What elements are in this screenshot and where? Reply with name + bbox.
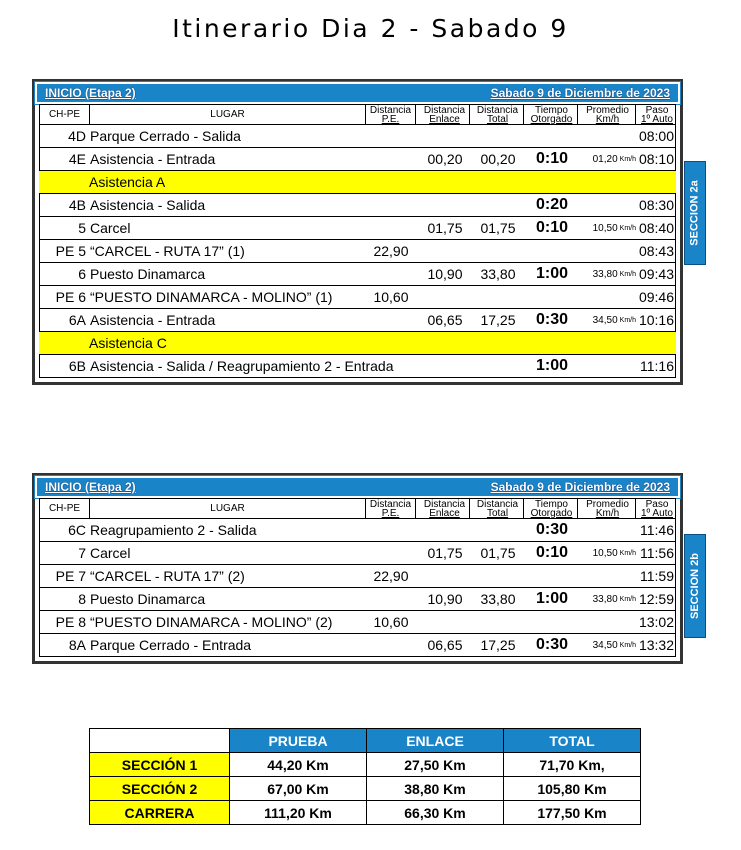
col-distancia-enlace [420, 499, 470, 518]
col-distancia-total [472, 499, 524, 518]
itinerary-row [39, 634, 676, 657]
page-title: Itinerario Dia 2 - Sabado 9 [172, 14, 569, 43]
distance-pe: 22,90 [373, 243, 409, 259]
time-allowed: 1:00 [535, 265, 569, 282]
summary-enlace: 27,50 Km [367, 753, 504, 777]
control-point: 4D [68, 128, 86, 144]
average-value: 01,20 [592, 153, 618, 165]
col-paso [636, 105, 678, 124]
distance-total: 33,80 [480, 266, 516, 282]
distance-total: 17,25 [480, 312, 516, 328]
place-name: “CARCEL - RUTA 17” (2) [90, 568, 245, 584]
itinerary-row [39, 240, 676, 263]
summary-header-enlace: ENLACE [367, 729, 504, 753]
distance-total: 01,75 [480, 545, 516, 561]
summary-total: 177,50 Km [504, 801, 641, 825]
average-speed [580, 309, 636, 331]
distance-enlace: 10,90 [427, 591, 463, 607]
first-car-time: 08:00 [638, 128, 674, 144]
date-label: Sabado 9 de Diciembre de 2023 [490, 86, 670, 100]
itinerary-row [39, 542, 676, 565]
col-distancia-pe-line1: Distancia [369, 498, 412, 510]
service-row [39, 171, 676, 194]
control-point: PE 7 [55, 568, 86, 584]
summary-prueba: 44,20 Km [230, 753, 367, 777]
time-allowed: 1:00 [535, 357, 569, 374]
summary-row-label: SECCIÓN 1 [90, 753, 230, 777]
section-2b-label: SECCION 2b [689, 552, 702, 620]
itinerary-row [39, 519, 676, 542]
place-name: Asistencia - Entrada [90, 151, 216, 167]
average-speed [580, 148, 636, 170]
control-point: 8 [78, 591, 86, 607]
panel-bottom-spacer [35, 657, 680, 661]
panel-header [35, 82, 680, 104]
col-paso-line2: 1º Auto [640, 113, 673, 125]
distance-summary-table [89, 728, 641, 825]
summary-row [90, 777, 641, 801]
distance-total: 00,20 [480, 151, 516, 167]
distance-total: 33,80 [480, 591, 516, 607]
stage-label: INICIO (Etapa 2) [45, 480, 136, 494]
col-tiempo-otorgado-line1: Tiempo [535, 498, 568, 510]
first-car-time: 08:30 [638, 197, 674, 213]
average-speed [580, 263, 636, 285]
distance-pe: 22,90 [373, 568, 409, 584]
kmh-unit: Km/h [619, 270, 636, 278]
control-point: PE 8 [55, 614, 86, 630]
summary-header-row [90, 729, 641, 753]
control-point: 6C [68, 522, 86, 538]
col-distancia-pe-line1: Distancia [369, 104, 412, 116]
average-speed [580, 588, 636, 610]
time-allowed: 0:20 [535, 196, 569, 213]
summary-enlace: 38,80 Km [367, 777, 504, 801]
col-distancia-pe [366, 105, 416, 124]
col-ch-pe: CH-PE [40, 499, 90, 518]
summary-row [90, 753, 641, 777]
col-lugar: LUGAR [90, 499, 366, 518]
first-car-time: 11:59 [640, 568, 674, 584]
col-distancia-enlace-line1: Distancia [423, 498, 466, 510]
summary-enlace: 66,30 Km [367, 801, 504, 825]
kmh-unit: Km/h [619, 155, 636, 163]
itinerary-row [39, 565, 676, 588]
itinerary-panel-section-2a [32, 79, 683, 385]
place-name: Puesto Dinamarca [90, 591, 206, 607]
time-allowed: 0:10 [535, 544, 569, 561]
average-value: 34,50 [592, 639, 618, 651]
time-allowed: 0:30 [535, 636, 569, 653]
time-allowed: 1:00 [535, 590, 569, 607]
itinerary-row [39, 611, 676, 634]
first-car-time: 13:02 [638, 614, 674, 630]
col-distancia-pe-line2: P.E. [381, 113, 400, 125]
column-header-row [39, 498, 676, 519]
summary-header-total: TOTAL [504, 729, 641, 753]
col-distancia-total-line1: Distancia [476, 498, 519, 510]
summary-row-label: CARRERA [90, 801, 230, 825]
col-promedio-line1: Promedio [586, 104, 629, 116]
place-name: Carcel [90, 545, 131, 561]
time-allowed: 0:10 [535, 150, 569, 167]
col-distancia-total-line2: Total [486, 113, 509, 125]
place-name: Asistencia - Entrada [90, 312, 216, 328]
service-label: Asistencia C [89, 335, 167, 351]
distance-enlace: 10,90 [427, 266, 463, 282]
average-speed [580, 217, 636, 239]
section-2b-tab [684, 534, 706, 638]
control-point: PE 6 [55, 289, 86, 305]
control-point: 6B [68, 358, 86, 374]
first-car-time: 11:56 [640, 545, 674, 561]
col-tiempo-otorgado [526, 499, 578, 518]
control-point: 4E [68, 151, 86, 167]
col-distancia-enlace [420, 105, 470, 124]
col-lugar: LUGAR [90, 105, 366, 124]
section-2a-label: SECCION 2a [689, 180, 702, 246]
col-tiempo-otorgado-line2: Otorgado [530, 507, 573, 519]
first-car-time: 10:16 [638, 312, 674, 328]
panel-bottom-spacer [35, 378, 680, 382]
average-speed [580, 634, 636, 656]
col-ch-pe: CH-PE [40, 105, 90, 124]
control-point: 4B [68, 197, 86, 213]
column-header-row [39, 104, 676, 125]
col-promedio [580, 105, 636, 124]
average-value: 10,50 [592, 222, 618, 234]
summary-row-label: SECCIÓN 2 [90, 777, 230, 801]
itinerary-row [39, 588, 676, 611]
summary-total: 71,70 Km, [504, 753, 641, 777]
place-name: Puesto Dinamarca [90, 266, 206, 282]
itinerary-row [39, 217, 676, 240]
first-car-time: 08:43 [638, 243, 674, 259]
first-car-time: 11:16 [640, 358, 674, 374]
control-point: 6 [78, 266, 86, 282]
stage-label: INICIO (Etapa 2) [45, 86, 136, 100]
col-distancia-total-line2: Total [486, 507, 509, 519]
summary-corner [90, 729, 230, 753]
col-distancia-pe-line2: P.E. [381, 507, 400, 519]
col-distancia-enlace-line2: Enlace [429, 113, 460, 125]
col-paso-line2: 1º Auto [640, 507, 673, 519]
average-value: 10,50 [592, 547, 618, 559]
kmh-unit: Km/h [619, 316, 636, 324]
summary-prueba: 111,20 Km [230, 801, 367, 825]
distance-total: 01,75 [480, 220, 516, 236]
time-allowed: 0:30 [535, 311, 569, 328]
date-label: Sabado 9 de Diciembre de 2023 [490, 480, 670, 494]
place-name: “CARCEL - RUTA 17” (1) [90, 243, 245, 259]
col-tiempo-otorgado-line2: Otorgado [530, 113, 573, 125]
distance-enlace: 00,20 [427, 151, 463, 167]
distance-pe: 10,60 [373, 614, 409, 630]
col-paso-line1: Paso [645, 104, 669, 116]
place-name: Reagrupamiento 2 - Salida [90, 522, 257, 538]
kmh-unit: Km/h [619, 224, 636, 232]
col-promedio [580, 499, 636, 518]
col-promedio-line2: Km/h [595, 113, 620, 125]
distance-pe: 10,60 [373, 289, 409, 305]
itinerary-row [39, 148, 676, 171]
col-distancia-enlace-line2: Enlace [429, 507, 460, 519]
itinerary-row [39, 355, 676, 378]
first-car-time: 11:46 [640, 522, 674, 538]
place-name: Carcel [90, 220, 131, 236]
place-name: Parque Cerrado - Salida [90, 128, 241, 144]
place-name: Asistencia - Salida / Reagrupamiento 2 - Entrada [90, 358, 394, 374]
itinerary-row [39, 263, 676, 286]
control-point: 8A [68, 637, 86, 653]
first-car-time: 08:10 [638, 151, 674, 167]
section-2a-tab [684, 161, 706, 265]
col-distancia-total [472, 105, 524, 124]
place-name: Asistencia - Salida [90, 197, 206, 213]
control-point: 5 [78, 220, 86, 236]
kmh-unit: Km/h [619, 595, 636, 603]
distance-total: 17,25 [480, 637, 516, 653]
first-car-time: 13:32 [638, 637, 674, 653]
col-paso [636, 499, 678, 518]
service-row [39, 332, 676, 355]
itinerary-row [39, 194, 676, 217]
first-car-time: 12:59 [638, 591, 674, 607]
summary-prueba: 67,00 Km [230, 777, 367, 801]
col-promedio-line1: Promedio [586, 498, 629, 510]
average-value: 33,80 [592, 268, 618, 280]
control-point: 6A [68, 312, 86, 328]
average-value: 33,80 [592, 593, 618, 605]
col-distancia-enlace-line1: Distancia [423, 104, 466, 116]
itinerary-row [39, 286, 676, 309]
time-allowed: 0:30 [535, 521, 569, 538]
average-value: 34,50 [592, 314, 618, 326]
distance-enlace: 06,65 [427, 312, 463, 328]
summary-header-prueba: PRUEBA [230, 729, 367, 753]
service-label: Asistencia A [89, 174, 166, 190]
col-tiempo-otorgado [526, 105, 578, 124]
distance-enlace: 01,75 [427, 545, 463, 561]
control-point: 7 [78, 545, 86, 561]
summary-row [90, 801, 641, 825]
distance-enlace: 06,65 [427, 637, 463, 653]
kmh-unit: Km/h [619, 549, 636, 557]
itinerary-row [39, 125, 676, 148]
average-speed [580, 542, 636, 564]
col-tiempo-otorgado-line1: Tiempo [535, 104, 568, 116]
place-name: “PUESTO DINAMARCA - MOLINO” (1) [90, 289, 333, 305]
time-allowed: 0:10 [535, 219, 569, 236]
first-car-time: 09:46 [638, 289, 674, 305]
itinerary-panel-section-2b [32, 473, 683, 664]
place-name: “PUESTO DINAMARCA - MOLINO” (2) [90, 614, 333, 630]
place-name: Parque Cerrado - Entrada [90, 637, 252, 653]
distance-enlace: 01,75 [427, 220, 463, 236]
first-car-time: 08:40 [638, 220, 674, 236]
first-car-time: 09:43 [638, 266, 674, 282]
col-distancia-total-line1: Distancia [476, 104, 519, 116]
itinerary-row [39, 309, 676, 332]
col-distancia-pe [366, 499, 416, 518]
col-paso-line1: Paso [645, 498, 669, 510]
control-point: PE 5 [55, 243, 86, 259]
kmh-unit: Km/h [619, 641, 636, 649]
panel-header [35, 476, 680, 498]
col-promedio-line2: Km/h [595, 507, 620, 519]
summary-total: 105,80 Km [504, 777, 641, 801]
